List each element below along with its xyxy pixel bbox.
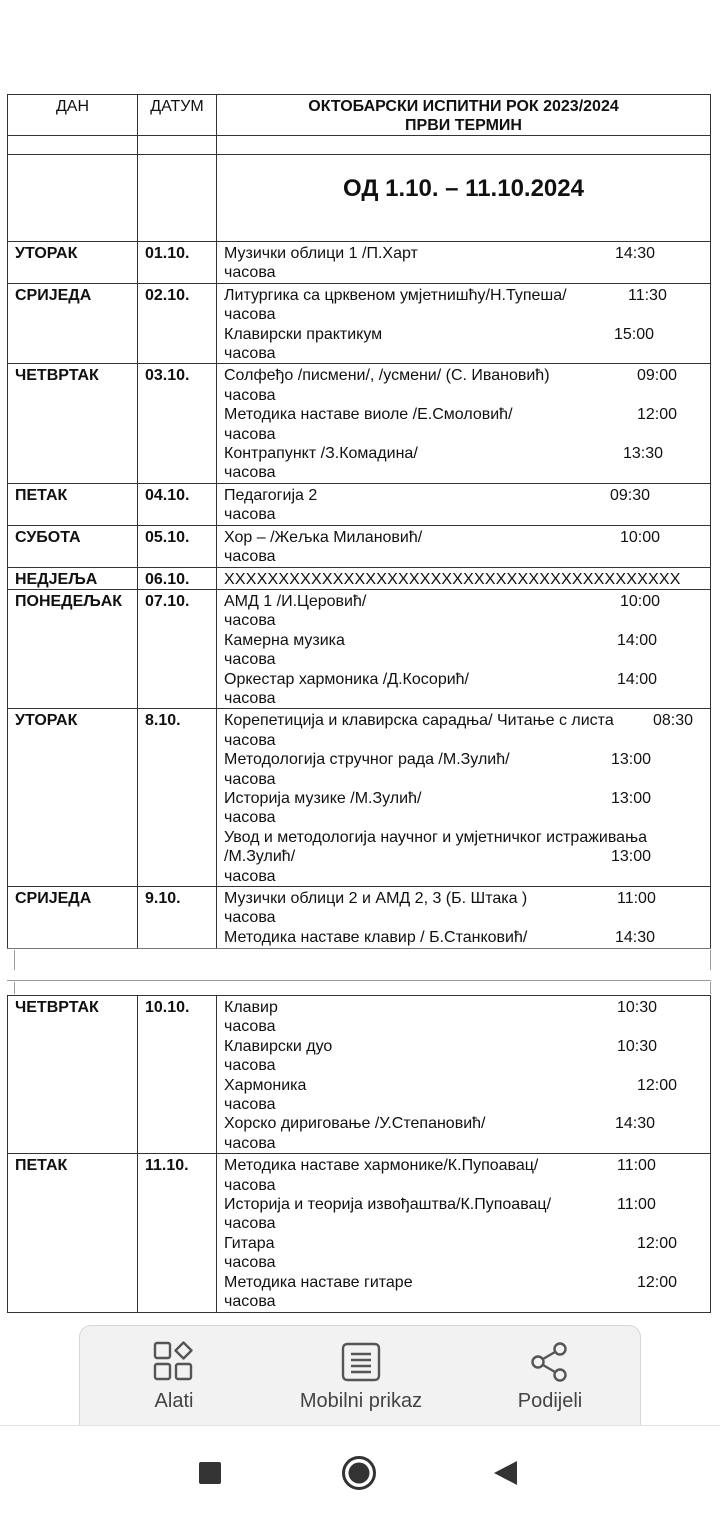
exams-cell [217, 283, 711, 364]
exam-time: 08:30 [653, 712, 694, 730]
exam-subject: Хармоника [224, 1076, 307, 1094]
exam-entry [217, 244, 710, 283]
hours-word: часова [224, 1293, 276, 1311]
hours-word: часова [224, 867, 276, 885]
exam-subject: Историја музике /М.Зулић/ [224, 789, 422, 807]
exam-entry [217, 889, 710, 928]
schedule-row [8, 364, 711, 483]
share-button[interactable] [480, 1326, 620, 1426]
exam-entry [217, 366, 710, 405]
exam-entry [217, 998, 710, 1037]
hours-word: часова [224, 809, 276, 827]
exam-time: 14:30 [615, 245, 656, 262]
exam-subject: Педагогија 2 [224, 486, 318, 504]
share-icon [528, 1340, 572, 1384]
date-cell: 04.10. [138, 483, 217, 525]
exam-entry [217, 592, 710, 631]
exam-period: ОД 1.10. – 11.10.2024 [217, 155, 711, 242]
hours-word: часова [224, 909, 276, 927]
exam-time: 11:00 [617, 1157, 656, 1175]
mobile-view-button[interactable] [276, 1326, 446, 1426]
exam-time: 11:00 [617, 1196, 656, 1214]
exam-subject: Увод и методологија научног и умјетничког истраживања [224, 828, 647, 846]
exam-entry [217, 1037, 710, 1076]
schedule-row [8, 242, 711, 284]
bottom-toolbar [79, 1325, 641, 1425]
exam-time: 13:00 [611, 789, 652, 807]
exams-cell [217, 589, 711, 708]
day-cell: УТОРАК [8, 709, 138, 887]
hours-word: часова [224, 1057, 276, 1075]
hours-word: часова [224, 506, 276, 524]
exam-time: 12:00 [637, 406, 678, 424]
exam-entry [217, 1114, 710, 1153]
date-cell: 02.10. [138, 283, 217, 364]
exam-entry [217, 1195, 710, 1234]
hours-word: часова [224, 306, 276, 324]
column-header-date: ДАТУМ [138, 95, 217, 136]
tools-label: Alati [154, 1390, 194, 1412]
exam-time: 14:30 [615, 928, 656, 946]
exam-subject: Литургика са црквеном умјетнишћу/Н.Тупеша/ [224, 286, 567, 304]
exam-entry [217, 828, 710, 886]
exams-cell [217, 483, 711, 525]
exams-cell [217, 364, 711, 483]
hours-word: часова [224, 1134, 276, 1152]
schedule-row [8, 709, 711, 887]
hours-word: часова [224, 689, 276, 707]
hours-word: часова [224, 425, 276, 443]
empty-row [8, 136, 711, 155]
exam-title-line-1: ОКТОБАРСКИ ИСПИТНИ РОК 2023/2024 [308, 98, 619, 115]
exams-cell [217, 525, 711, 567]
no-exam-filler: XXXXXXXXXXXXXXXXXXXXXXXXXXXXXXXXXXXXXXXXXX [224, 570, 681, 588]
exam-subject: Музички облици 1 /П.Харт [224, 245, 418, 262]
schedule-row [8, 525, 711, 567]
home-circle-icon[interactable] [341, 1455, 377, 1491]
exam-time: 10:30 [617, 999, 658, 1016]
exam-time: 11:30 [628, 286, 667, 304]
hours-word: часова [224, 386, 276, 404]
exam-subject: Солфеђо /писмени/, /усмени/ (С. Ивановић) [224, 367, 550, 385]
exam-entry [217, 789, 710, 828]
exam-subject: Клавир [224, 999, 278, 1016]
exam-time: 13:00 [611, 848, 652, 866]
hours-word: часова [224, 1018, 276, 1036]
exam-time: 14:00 [617, 631, 658, 649]
exam-entry [217, 1273, 710, 1312]
date-cell: 07.10. [138, 589, 217, 708]
day-cell: НЕДЈЕЉА [8, 567, 138, 589]
date-cell: 11.10. [138, 1154, 217, 1312]
system-navigation-bar [0, 1425, 720, 1521]
exam-time: 15:00 [614, 325, 655, 343]
hours-word: часова [224, 1176, 276, 1194]
share-label: Podijeli [517, 1390, 583, 1412]
day-cell: СРИЈЕДА [8, 887, 138, 968]
exam-entry [217, 405, 710, 444]
exam-subject: Историја и теорија извођаштва/К.Пупоавац/ [224, 1196, 552, 1214]
exam-time: 12:00 [637, 1273, 678, 1291]
exam-entry [217, 711, 710, 750]
schedule-row [8, 589, 711, 708]
day-cell: ЧЕТВРТАК [8, 364, 138, 483]
exam-subject: Хор – /Жељка Милановић/ [224, 528, 423, 546]
exam-entry [217, 750, 710, 789]
page-separator [0, 948, 720, 996]
hours-word: часова [224, 264, 276, 282]
schedule-row [8, 483, 711, 525]
hours-word: часова [224, 548, 276, 566]
exam-entry [217, 286, 710, 325]
schedule-row [8, 1154, 711, 1312]
exam-time: 11:00 [617, 890, 656, 907]
exam-time: 13:00 [611, 751, 652, 769]
exam-subject-line-2: /М.Зулић/ [224, 848, 296, 866]
document-lines-icon [339, 1340, 383, 1384]
schedule-row [8, 567, 711, 589]
table-header-row [8, 95, 711, 136]
exam-subject: Гитара [224, 1234, 275, 1252]
hours-word: часова [224, 464, 276, 482]
exam-time: 09:00 [637, 367, 678, 385]
exam-subject: Корепетиција и клавирска сарадња/ Читање с листа [224, 712, 614, 730]
date-cell: 03.10. [138, 364, 217, 483]
period-row [8, 155, 711, 242]
exam-entry [217, 670, 710, 709]
tools-button[interactable] [100, 1326, 248, 1426]
shapes-icon [152, 1340, 196, 1384]
exam-time: 10:00 [620, 528, 661, 546]
hours-word: часова [224, 1096, 276, 1114]
exams-cell [217, 1154, 711, 1312]
exam-time: 14:00 [617, 670, 658, 688]
back-triangle-icon[interactable] [493, 1460, 519, 1486]
exam-entry [217, 444, 710, 483]
day-cell: ЧЕТВРТАК [8, 996, 138, 1154]
exam-subject: Клавирски практикум [224, 325, 383, 343]
exam-subject: АМД 1 /И.Церовић/ [224, 592, 367, 610]
exam-subject: Методика наставе виоле /Е.Смоловић/ [224, 406, 513, 424]
exam-subject: Камерна музика [224, 631, 345, 649]
hours-word: часова [224, 345, 276, 363]
exam-time: 14:30 [615, 1115, 656, 1133]
exam-subject: Методологија стручног рада /М.Зулић/ [224, 751, 510, 769]
exam-time: 12:00 [637, 1076, 678, 1094]
exam-entry [217, 1076, 710, 1115]
exam-time: 12:00 [637, 1234, 678, 1252]
exam-entry [217, 486, 710, 525]
exam-title [217, 95, 711, 136]
hours-word: часова [224, 1254, 276, 1272]
exam-title-line-2: ПРВИ ТЕРМИН [405, 117, 522, 134]
exam-subject: Клавирски дуо [224, 1037, 333, 1055]
day-cell: УТОРАК [8, 242, 138, 284]
date-cell: 05.10. [138, 525, 217, 567]
exams-cell [217, 567, 711, 589]
date-cell: 10.10. [138, 996, 217, 1154]
exam-entry [217, 631, 710, 670]
exam-time: 13:30 [623, 445, 664, 463]
exam-subject: Методика наставе хармонике/К.Пупоавац/ [224, 1157, 539, 1175]
exam-subject: Хорско дириговање /У.Степановић/ [224, 1115, 486, 1133]
exam-subject: Контрапункт /З.Комадина/ [224, 445, 418, 463]
exams-cell [217, 709, 711, 887]
exam-entry [217, 1156, 710, 1195]
date-cell: 8.10. [138, 709, 217, 887]
exam-time: 10:30 [617, 1037, 658, 1055]
column-header-day: ДАН [8, 95, 138, 136]
exams-cell [217, 996, 711, 1154]
hours-word: часова [224, 770, 276, 788]
mobile-view-label: Mobilni prikaz [299, 1390, 423, 1412]
exam-subject: Музички облици 2 и АМД 2, 3 (Б. Штака ) [224, 890, 528, 907]
exam-entry [217, 528, 710, 567]
day-cell: ПЕТАК [8, 1154, 138, 1312]
exam-subject: Оркестар хармоника /Д.Косорић/ [224, 670, 469, 688]
hours-word: часова [224, 651, 276, 669]
exam-time: 10:00 [620, 592, 661, 610]
exams-cell [217, 242, 711, 284]
exam-time: 09:30 [610, 486, 651, 504]
hours-word: часова [224, 731, 276, 749]
day-cell: СУБОТА [8, 525, 138, 567]
exam-entry [217, 325, 710, 364]
date-cell: 06.10. [138, 567, 217, 589]
schedule-row [8, 996, 711, 1154]
day-cell: ПЕТАК [8, 483, 138, 525]
schedule-table-page-2 [7, 995, 711, 1313]
date-cell: 01.10. [138, 242, 217, 284]
exam-entry [217, 1234, 710, 1273]
schedule-table-page-1 [7, 94, 711, 968]
hours-word: часова [224, 1215, 276, 1233]
day-cell: СРИЈЕДА [8, 283, 138, 364]
schedule-row [8, 283, 711, 364]
exam-subject: Методика наставе клавир / Б.Станковић/ [224, 928, 528, 946]
exam-subject: Методика наставе гитаре [224, 1273, 413, 1291]
recents-square-icon[interactable] [198, 1461, 222, 1485]
hours-word: часова [224, 612, 276, 630]
date-cell: 9.10. [138, 887, 217, 968]
day-cell: ПОНЕДЕЉАК [8, 589, 138, 708]
